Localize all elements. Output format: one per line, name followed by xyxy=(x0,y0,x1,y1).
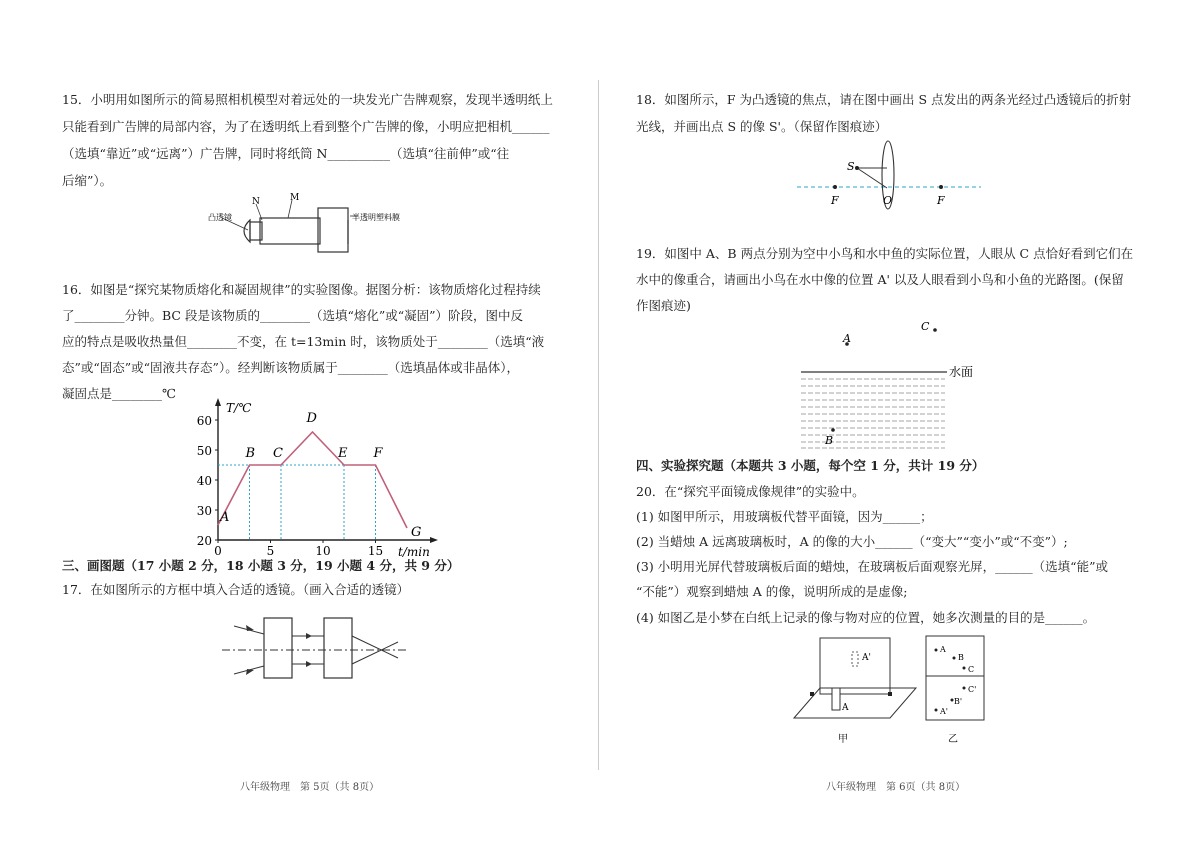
q16-line: 了________分钟。BC 段是该物质的________（选填“熔化”或“凝固”）阶段，图中反 xyxy=(62,308,524,323)
q16-line: 16．如图是“探究某物质熔化和凝固规律”的实验图像。据图分析：该物质熔化过程持续 xyxy=(62,282,541,297)
q20-item: “不能”）观察到蜡烛 A 的像，说明所成的是虚像; xyxy=(636,584,908,599)
point-label-g: G xyxy=(411,525,422,540)
figure-yi xyxy=(924,634,988,748)
q18-line: 18．如图所示，F 为凸透镜的焦点，请在图中画出 S 点发出的两条光经过凸透镜后的折射 xyxy=(636,92,1132,107)
o-label: O xyxy=(883,194,893,207)
paper-tube-n xyxy=(260,218,320,244)
convex-lens-figure xyxy=(795,140,985,210)
y-axis-arrow xyxy=(215,398,221,406)
f-right-label: F xyxy=(937,194,945,207)
lens-box-2 xyxy=(324,618,352,678)
point-label-e: E xyxy=(338,446,348,461)
y-tick-label: 60 xyxy=(196,414,212,428)
yi-c-prime: C' xyxy=(968,685,977,694)
s-label: S xyxy=(847,160,855,173)
y-axis-label: T/℃ xyxy=(226,401,252,415)
lens-box-1 xyxy=(264,618,292,678)
water-hatching xyxy=(801,379,945,448)
temperature-time-chart xyxy=(190,398,440,558)
section-4-heading: 四、实验探究题（本题共 3 小题，每个空 1 分，共计 19 分） xyxy=(636,458,985,473)
x-tick-label: 15 xyxy=(367,544,384,558)
yi-caption: 乙 xyxy=(948,734,958,745)
q19-line: 作图痕迹) xyxy=(636,298,691,313)
q15-line: 只能看到广告牌的局部内容，为了在透明纸上看到整个广告牌的像，小明应把相机______ xyxy=(62,119,550,134)
section-3-heading: 三、画图题（17 小题 2 分，18 小题 3 分，19 小题 4 分，共 9 分） xyxy=(62,558,460,573)
q15-line: 15．小明用如图所示的简易照相机模型对着远处的一块发光广告牌观察，发现半透明纸上 xyxy=(62,92,553,107)
b-label: B xyxy=(825,434,834,447)
film-label: 半透明塑料膜 xyxy=(352,213,400,222)
jia-caption: 甲 xyxy=(838,734,848,745)
q20-item: (4) 如图乙是小梦在白纸上记录的像与物对应的位置，她多次测量的目的是______。 xyxy=(636,610,1096,625)
left-footer: 八年级物理 第 5页（共 8页） xyxy=(240,782,380,793)
question-17: 17．在如图所示的方框中填入合适的透镜。（画入合适的透镜） xyxy=(62,582,410,597)
x-tick-label: 5 xyxy=(266,544,275,558)
x-tick-label: 10 xyxy=(315,544,331,558)
m-label: M xyxy=(290,193,300,203)
y-tick-label: 30 xyxy=(196,504,212,518)
q20-item: (1) 如图甲所示，用玻璃板代替平面镜，因为______； xyxy=(636,509,933,524)
y-tick-label: 40 xyxy=(196,474,212,488)
point-label-b: B xyxy=(245,446,256,461)
x-axis-arrow xyxy=(430,537,438,543)
yi-b: B xyxy=(958,653,964,662)
point-label-d: D xyxy=(306,411,317,426)
x-axis-label: t/min xyxy=(398,545,430,558)
q15-line: 后缩”）。 xyxy=(62,173,113,188)
c-label: C xyxy=(921,320,930,333)
q19-line: 水中的像重合，请画出小鸟在水中像的位置 A' 以及人眼看到小鸟和小鱼的光路图。(保留 xyxy=(636,272,1124,287)
yi-c: C xyxy=(968,665,975,674)
point-label-a: A xyxy=(220,510,230,525)
y-tick-label: 50 xyxy=(196,444,212,458)
f-left-label: F xyxy=(831,194,839,207)
lens-label: 凸透镜 xyxy=(208,213,232,222)
q20-intro: 20．在“探究平面镜成像规律”的实验中。 xyxy=(636,484,865,499)
page-divider xyxy=(598,80,599,770)
a-label: A xyxy=(843,332,851,345)
lens-shape xyxy=(244,220,250,242)
q20-item: (3) 小明用光屏代替玻璃板后面的蜡烛，在玻璃板后面观察光屏，______（选填“能”或 xyxy=(636,559,1108,574)
camera-model-figure xyxy=(200,190,460,270)
q15-line: （选填“靠近”或“远离”）广告牌，同时将纸筒 N__________（选填“往前伸”或“往 xyxy=(62,146,510,161)
right-footer: 八年级物理 第 6页（共 8页） xyxy=(826,782,966,793)
y-tick-label: 20 xyxy=(196,534,212,548)
q18-line: 光线，并画出点 S 的像 S'。（保留作图痕迹） xyxy=(636,119,888,134)
point-b xyxy=(831,428,835,432)
point-c xyxy=(933,328,937,332)
water-surface-figure xyxy=(795,316,1015,452)
figure-jia xyxy=(790,636,920,748)
jia-a-prime-label: A' xyxy=(862,653,871,663)
lens-box-figure xyxy=(220,612,410,686)
point-f-left xyxy=(833,185,837,189)
water-label: 水面 xyxy=(949,365,974,379)
point-label-c: C xyxy=(273,446,283,461)
yi-b-prime: B' xyxy=(954,697,963,706)
q16-line: 态”或“固态”或“固液共存态”）。经判断该物质属于________（选填晶体或非晶体）， xyxy=(62,360,519,375)
yi-a: A xyxy=(940,645,946,654)
jia-a-label: A xyxy=(842,703,849,713)
x-tick-label: 0 xyxy=(214,544,222,558)
q16-line: 凝固点是________℃ xyxy=(62,386,176,401)
paper-tube-m xyxy=(318,208,348,252)
q16-line: 应的特点是吸收热量但________不变，在 t=13min 时，该物质处于________（选填“液 xyxy=(62,334,545,349)
q20-item: (2) 当蜡烛 A 远离玻璃板时，A 的像的大小______（“变大”“变小”或“不变”）; xyxy=(636,534,1068,549)
point-label-f: F xyxy=(373,446,383,461)
point-f-right xyxy=(939,185,943,189)
point-s xyxy=(855,166,859,170)
yi-a-prime: A' xyxy=(940,707,948,716)
n-label: N xyxy=(252,197,260,207)
q19-line: 19．如图中 A、B 两点分别为空中小鸟和水中鱼的实际位置，人眼从 C 点恰好看到它们在 xyxy=(636,246,1134,261)
